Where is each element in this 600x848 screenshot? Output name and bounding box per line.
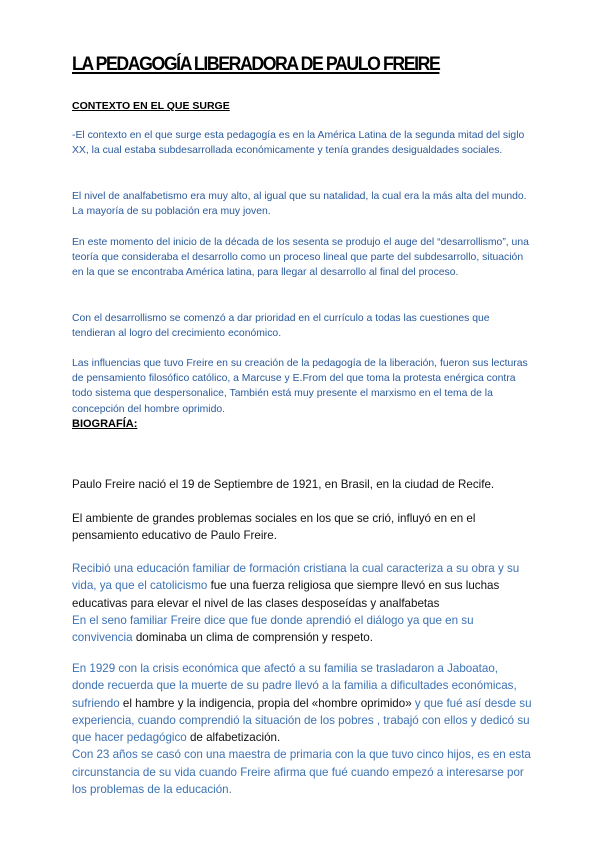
bio-p4-text-d: de alfabetización — [189, 731, 277, 745]
bio-p3-text-c: En el seno familiar Freire dice que fue donde aprendió el diálogo ya que en su convivencia — [72, 613, 474, 645]
bio-p4-text-f: Con 23 años se casó con una maestra de primaria con la que tuvo cinco hijos, es en esta circunstancia de su vida cuando Freire afirma que fué cuando empezó a interesarse por los problemas de la educación. — [72, 748, 531, 797]
context-paragraph-2: El nivel de analfabetismo era muy alto, al igual que su natalidad, la cual era la más alta del mundo. La mayoría de su población era muy joven. — [72, 191, 527, 218]
context-paragraph-5: Las influencias que tuvo Freire en su creación de la pedagogía de la liberación, fueron sus lecturas de pensamiento filosófico católico, a Marcuse y E.From del que toma la protesta enérgica contra todo sistema que despersonalice, También está muy presente el marxismo en el tema de la concepción del hombre oprimido. — [72, 358, 528, 415]
bio-p4-text-b: el hambre y la indigencia, propia del «hombre oprimido» — [122, 696, 412, 710]
bio-p3-text-b: fue una fuerza religiosa que siempre llevó en sus luchas educativas para elevar el nivel de las clases desposeídas y analfabetas — [72, 579, 500, 610]
bio-paragraph-2: El ambiente de grandes problemas sociales en los que se crió, influyó en en el pensamiento educativo de Paulo Freire. — [72, 512, 476, 542]
bio-p4-text-a: En 1929 con la crisis económica que afectó a su familia se trasladaron a Jaboatao, donde recuerda que la muerte de su padre llevó a la familia a dificultades económicas, sufriendo — [72, 662, 517, 710]
bio-p4-text-c: y que fué así desde su experiencia, cuando comprendió la situación de los pobres , trabajó con ellos y dedicó su que hacer pedagógico — [72, 696, 532, 745]
bio-p3-text-a: Recibió una educación familiar de formación cristiana la cual caracteriza a su obra y su vida, ya que el catolicismo — [72, 562, 520, 593]
biography-heading: BIOGRAFÍA: — [72, 418, 138, 430]
bio-paragraph-4 — [72, 660, 532, 798]
context-heading: CONTEXTO EN EL QUE SURGE — [72, 100, 230, 112]
bio-p3-text-e: . — [369, 631, 373, 645]
document-title: LA PEDAGOGÍA LIBERADORA DE PAULO FREIRE — [72, 54, 440, 75]
context-paragraph-3: En este momento del inicio de la década de los sesenta se produjo el auge del “desarrollismo”, una teoría que consideraba el desarrollo como un proceso lineal que parte del subdesarrollo, situación en la que se encontraba América latina, para llegar al desarrollo al final del proceso. — [72, 237, 529, 279]
bio-paragraph-3 — [72, 560, 532, 646]
bio-p4-text-e: . — [276, 731, 281, 745]
bio-paragraph-1: Paulo Freire nació el 19 de Septiembre de 1921, en Brasil, en la ciudad de Recife. — [72, 478, 495, 491]
context-paragraph-4: Con el desarrollismo se comenzó a dar prioridad en el currículo a todas las cuestiones que tendieran al logro del crecimiento económico. — [72, 313, 490, 340]
context-paragraph-1: -El contexto en el que surge esta pedagogía es en la América Latina de la segunda mitad del siglo XX, la cual estaba subdesarrollada económicamente y tenía grandes desigualdades sociales. — [72, 130, 525, 157]
bio-p3-text-d: dominaba un clima de comprensión y respeto — [135, 631, 370, 645]
